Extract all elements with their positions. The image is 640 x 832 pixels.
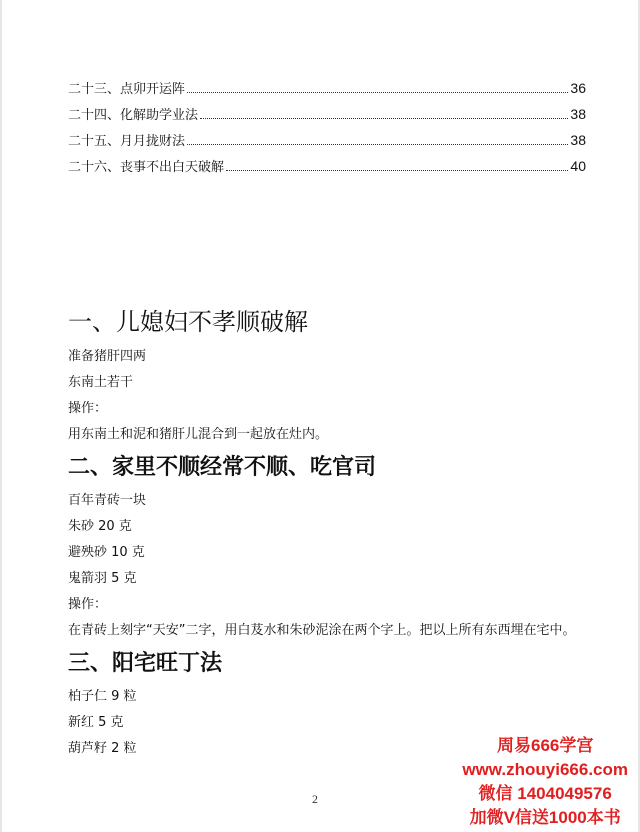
toc-entry [68,78,586,104]
document-body [68,300,608,762]
body-line: 百年青砖一块 [68,493,147,508]
toc-entry-title: 二十六、丧事不出白天破解 [68,160,225,175]
toc-leader-dots [226,170,568,171]
section-2 [68,448,608,644]
section-1 [68,300,608,448]
page-number: 2 [312,792,318,806]
body-line: 用东南土和泥和猪肝儿混合到一起放在灶内。 [68,427,329,442]
body-line: 葫芦籽 2 粒 [68,741,137,756]
toc-entry [68,104,586,130]
body-line: 避殃砂 10 克 [68,545,145,560]
body-line: 东南土若干 [68,375,134,390]
section-heading: 二、家里不顺经常不顺、吃官司 [68,455,377,480]
toc-entry-title: 二十五、月月拢财法 [68,134,186,149]
toc-entry-page: 40 [570,158,586,174]
body-line: 朱砂 20 克 [68,519,132,534]
section-heading: 一、儿媳妇不孝顺破解 [68,308,308,336]
watermark [462,734,628,830]
table-of-contents [68,78,586,182]
toc-entry [68,130,586,156]
watermark-line: 微信 1404049576 [478,784,612,803]
toc-leader-dots [187,144,568,145]
watermark-line: www.zhouyi666.com [462,760,628,779]
toc-entry-page: 38 [570,132,586,148]
toc-entry-page: 38 [570,106,586,122]
body-line: 柏子仁 9 粒 [68,689,137,704]
toc-entry-page: 36 [570,80,586,96]
toc-leader-dots [200,118,568,119]
body-line: 新红 5 克 [68,715,124,730]
body-line: 鬼箭羽 5 克 [68,571,137,586]
body-paragraph: 在青砖上刻字“天安”二字，用白芨水和朱砂泥涂在两个字上。把以上所有东西埋在宅中。 [68,623,576,638]
watermark-line: 加微V信送1000本书 [469,808,621,827]
page-edge-left [0,0,2,832]
body-line: 操作： [68,401,108,416]
section-heading: 三、阳宅旺丁法 [68,651,223,676]
body-line: 操作： [68,597,108,612]
toc-leader-dots [187,92,568,93]
toc-entry [68,156,586,182]
toc-entry-title: 二十四、化解助学业法 [68,108,199,123]
body-line: 准备猪肝四两 [68,349,147,364]
watermark-line: 周易666学宫 [496,736,594,755]
toc-entry-title: 二十三、点卯开运阵 [68,82,186,97]
